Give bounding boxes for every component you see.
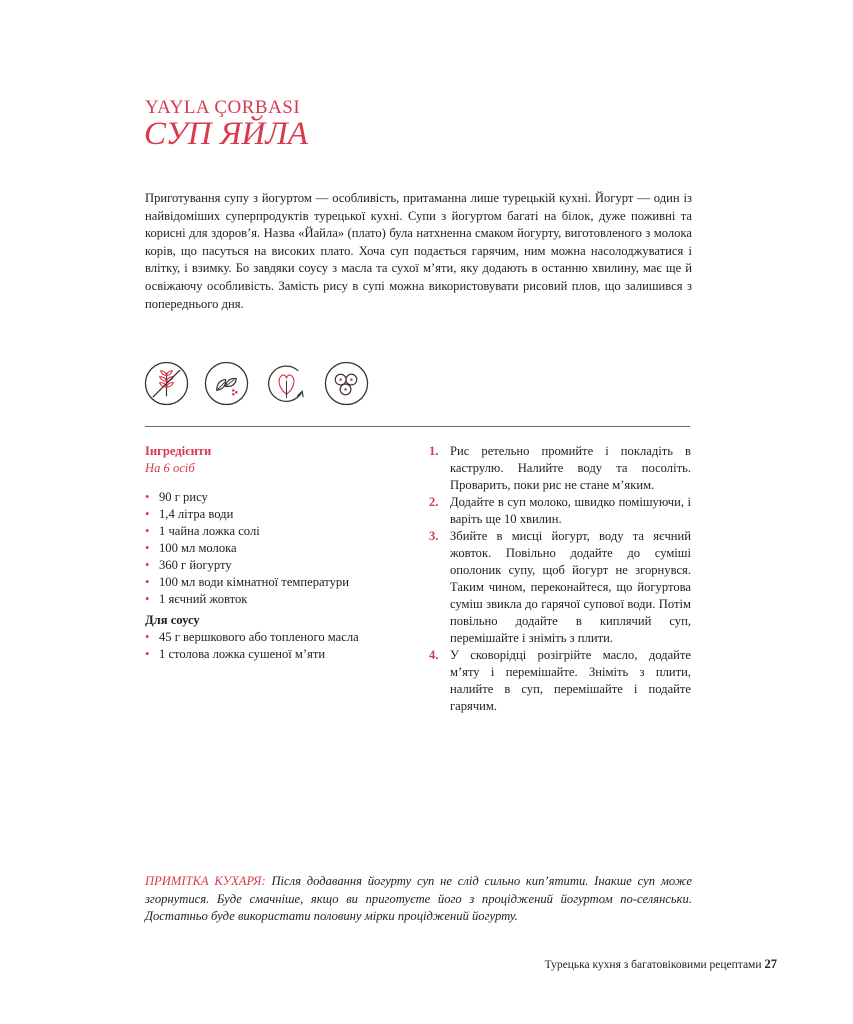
- sauce-heading: Для соусу: [145, 613, 200, 627]
- instructions-section: [429, 443, 691, 715]
- ingredient-item: • 100 мл молока: [145, 540, 405, 557]
- step-text: Рис ретельно промийте і покладіть в каструлю. Налийте воду та посоліть. Проварить, поки рис не стане м’яким.: [450, 444, 691, 492]
- ingredient-item: • 1,4 літра води: [145, 506, 405, 523]
- book-title: Турецька кухня з багатовіковими рецептами: [544, 959, 762, 971]
- sauce-ingredients-list: [145, 629, 405, 663]
- step-number: 3.: [429, 529, 439, 543]
- ingredient-item: • 1 чайна ложка солі: [145, 523, 405, 540]
- intro-paragraph: Приготування супу з йогуртом — особливість, притаманна лише турецькій кухні. Йогурт — один із найвідоміших суперпродуктів турецької кухні. Супи з йогуртом багаті на білок, дуже поживні та корисні для здоров’я. Назва «Йайла» (плато) була натхненна смаком йогурту, виготовленого з молока корів, що пасуться на високих плато. Хоча суп подається гарячим, ним можна насолоджуватися і влітку, і взимку. Бо завдяки соусу з масла та сухої м’яти, яку додають в останню хвилину, має ще й освіжаючу особливість. Замість рису в супі можна використовувати рисовий плов, що залишився з попереднього дня.: [145, 191, 692, 311]
- instruction-step: [429, 494, 691, 528]
- page-footer: [545, 957, 777, 972]
- chef-note-text: Після додавання йогурту суп не слід сильно кип’ятити. Інакше суп може згорнутися. Буде смачніше, якщо ви приготуєте його з проціджений йогуртом по-селянськи. Достатньо буде використати половину мірки проціджений йогурту.: [145, 874, 693, 924]
- berries-icon: [324, 361, 369, 406]
- step-text: Збийте в мисці йогурт, воду та яєчний жовток. Повільно додайте до суміші ополоник супу, щоб йогурт не згорнувся. Таким чином, переконайтеся, що йогуртова суміш звикла до гарячої супової води. Потім повільно додайте в киплячий суп, перемішайте і зніміть з плити.: [450, 529, 691, 645]
- page-number: 27: [764, 957, 777, 971]
- step-number: 2.: [429, 495, 439, 509]
- sauce-ingredient-item: • 45 г вершкового або топленого масла: [145, 629, 405, 646]
- recipe-title: СУП ЯЙЛА: [144, 116, 308, 152]
- no-gluten-icon: [144, 361, 189, 406]
- ingredient-item: • 1 яєчний жовток: [145, 591, 405, 608]
- herb-leaves-icon: [204, 361, 249, 406]
- instruction-step: [429, 443, 691, 494]
- diet-icons: [144, 361, 369, 406]
- ingredient-item: • 360 г йогурту: [145, 557, 405, 574]
- ingredient-item: • 90 г рису: [145, 489, 405, 506]
- instruction-step: [429, 647, 691, 715]
- ingredients-heading: Інгредієнти: [145, 444, 212, 458]
- heart-leaf-icon: [264, 361, 309, 406]
- sauce-ingredient-item: • 1 столова ложка сушеної м’яти: [145, 646, 405, 663]
- step-number: 1.: [429, 444, 439, 458]
- ingredients-section: [145, 443, 405, 663]
- ingredient-item: • 100 мл води кімнатної температури: [145, 574, 405, 591]
- section-divider: [145, 426, 690, 427]
- step-number: 4.: [429, 648, 439, 662]
- chef-note-label: ПРИМІТКА КУХАРЯ:: [145, 874, 266, 888]
- chef-note: [145, 873, 692, 926]
- servings-label: На 6 осіб: [145, 461, 195, 475]
- step-text: У сковорідці розігрійте масло, додайте м’яту і перемішайте. Зніміть з плити, налийте в суп, перемішайте і подайте гарячим.: [450, 648, 691, 713]
- instruction-step: [429, 528, 691, 647]
- step-text: Додайте в суп молоко, швидко помішуючи, і варіть ще 10 хвилин.: [450, 495, 691, 526]
- ingredients-list: [145, 489, 405, 608]
- recipe-subtitle: YAYLA ÇORBASI: [145, 97, 301, 118]
